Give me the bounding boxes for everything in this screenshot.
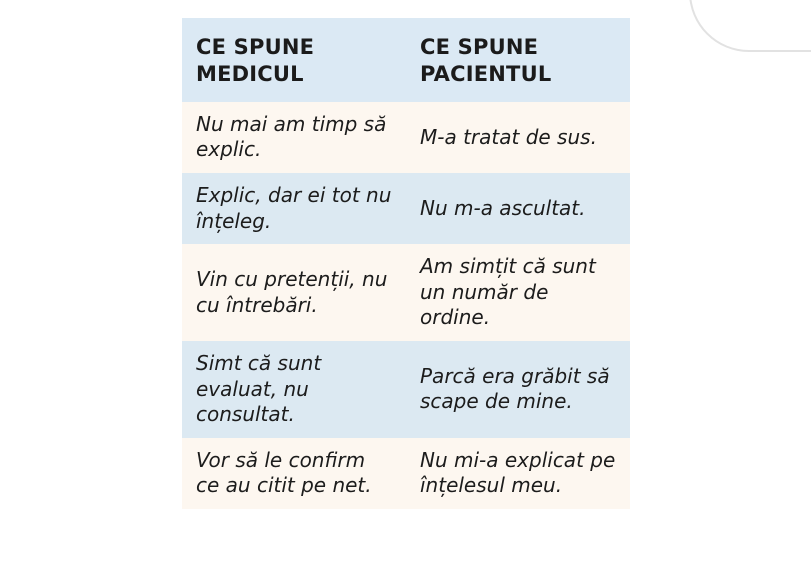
column-header-doctor-line-1: CE SPUNE: [196, 35, 315, 59]
cell-patient-statement: Nu mi-a explicat pe înțelesul meu.: [406, 438, 630, 509]
comparison-table-container: [182, 18, 630, 509]
column-header-patient-line-1: CE SPUNE: [420, 35, 539, 59]
cell-patient-statement: Am simțit că sunt un număr de ordine.: [406, 244, 630, 341]
table-header: [182, 18, 630, 102]
doctor-patient-comparison-table: [182, 18, 630, 509]
column-header-patient-line-2: PACIENTUL: [420, 61, 552, 86]
cell-doctor-statement: Simt că sunt evaluat, nu consultat.: [182, 341, 406, 438]
column-header-doctor: [182, 18, 406, 102]
page-corner-decoration: [689, 0, 811, 52]
table-row: [182, 173, 630, 244]
table-row: [182, 341, 630, 438]
column-header-doctor-line-2: MEDICUL: [196, 61, 304, 86]
table-header-row: [182, 18, 630, 102]
cell-patient-statement: Nu m-a ascultat.: [406, 173, 630, 244]
table-body: [182, 102, 630, 509]
cell-doctor-statement: Vin cu pretenții, nu cu întrebări.: [182, 244, 406, 341]
cell-patient-statement: M-a tratat de sus.: [406, 102, 630, 173]
cell-doctor-statement: Explic, dar ei tot nu înțeleg.: [182, 173, 406, 244]
cell-doctor-statement: Vor să le confirm ce au citit pe net.: [182, 438, 406, 509]
cell-patient-statement: Parcă era grăbit să scape de mine.: [406, 341, 630, 438]
table-row: [182, 102, 630, 173]
column-header-patient: [406, 18, 630, 102]
cell-doctor-statement: Nu mai am timp să explic.: [182, 102, 406, 173]
table-row: [182, 438, 630, 509]
table-row: [182, 244, 630, 341]
